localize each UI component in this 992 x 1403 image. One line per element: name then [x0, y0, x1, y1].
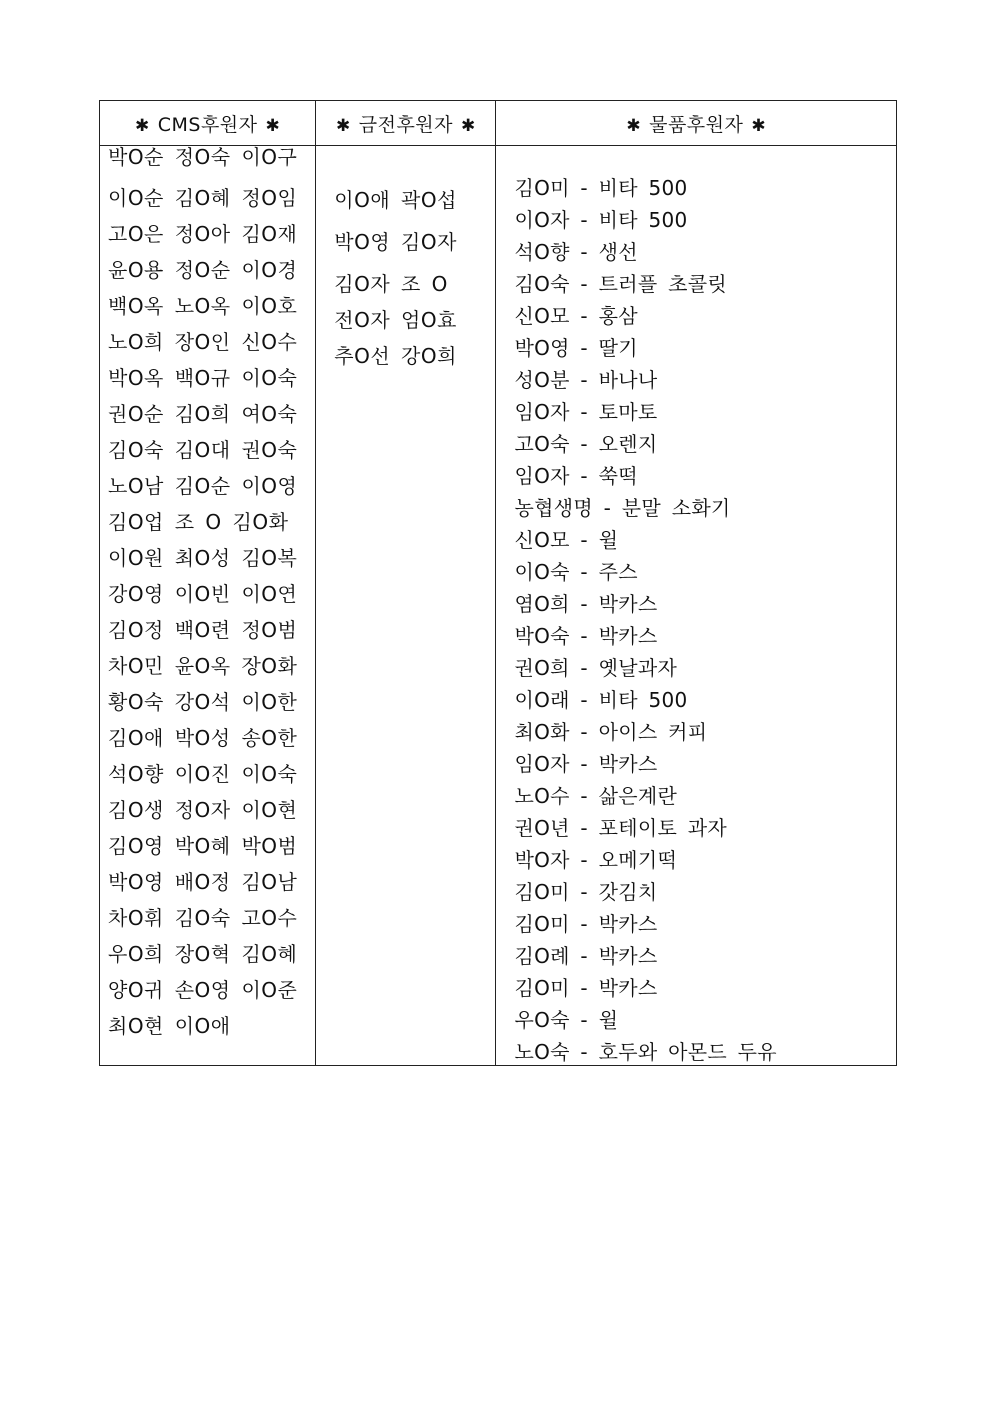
cms-donor-row: 노O남 김O순 이O영: [108, 474, 298, 498]
goods-donor-row: 김O미 - 박카스: [514, 976, 658, 1000]
cms-donor-row: 김O숙 김O대 권O숙: [108, 438, 298, 462]
cms-donor-row: 김O업 조 O 김O화: [108, 510, 289, 534]
goods-donor-row: 김O미 - 박카스: [514, 912, 658, 936]
goods-donor-row: 석O향 - 생선: [514, 240, 638, 264]
goods-donor-row: 박O자 - 오메기떡: [514, 848, 678, 872]
cms-donor-row: 백O옥 노O옥 이O호: [108, 294, 298, 318]
cms-donor-row: 석O향 이O진 이O숙: [108, 762, 298, 786]
star-icon: ✱: [134, 115, 150, 136]
cms-cell: [100, 146, 316, 1066]
cms-donor-row: 박O옥 백O규 이O숙: [108, 366, 298, 390]
goods-donor-row: 신O모 - 홍삼: [514, 304, 638, 328]
cms-donor-row: 차O민 윤O옥 장O화: [108, 654, 298, 678]
cms-donor-row: 권O순 김O희 여O숙: [108, 402, 298, 426]
money-donor-row: 박O영 김O자: [334, 230, 457, 254]
goods-donor-row: 박O숙 - 박카스: [514, 624, 658, 648]
cms-donor-row: 박O영 배O정 김O남: [108, 870, 298, 894]
money-cell: [316, 146, 496, 1066]
goods-donor-row: 이O숙 - 주스: [514, 560, 638, 584]
cms-donor-row: 김O생 정O자 이O현: [108, 798, 298, 822]
goods-donor-list: [514, 172, 776, 1068]
goods-donor-row: 농협생명 - 분말 소화기: [514, 496, 731, 520]
header-row: [100, 101, 897, 146]
cms-donor-row: 김O영 박O혜 박O범: [108, 834, 298, 858]
goods-donor-row: 권O년 - 포테이토 과자: [514, 816, 727, 840]
goods-donor-row: 김O미 - 갓김치: [514, 880, 658, 904]
goods-donor-row: 노O수 - 삶은계란: [514, 784, 678, 808]
cms-donor-row: 박O순 정O숙 이O구: [108, 145, 298, 169]
cms-donor-row: 김O애 박O성 송O한: [108, 726, 298, 750]
header-money: [316, 101, 496, 146]
cms-donor-row: 황O숙 강O석 이O한: [108, 690, 298, 714]
goods-donor-row: 김O숙 - 트러플 초콜릿: [514, 272, 727, 296]
header-cms: [100, 101, 316, 146]
star-icon: ✱: [626, 115, 642, 136]
cms-donor-list: [108, 144, 297, 1044]
star-icon: ✱: [751, 115, 767, 136]
goods-donor-row: 김O례 - 박카스: [514, 944, 658, 968]
goods-donor-row: 임O자 - 토마토: [514, 400, 658, 424]
goods-donor-row: 박O영 - 딸기: [514, 336, 638, 360]
body-row: [100, 146, 897, 1066]
money-donor-row: 추O선 강O희: [334, 344, 457, 368]
goods-donor-row: 우O숙 - 윌: [514, 1008, 619, 1032]
goods-donor-row: 신O모 - 윌: [514, 528, 619, 552]
cms-donor-row: 강O영 이O빈 이O연: [108, 582, 298, 606]
header-money-label: 금전후원자: [358, 113, 454, 136]
cms-donor-row: 양O귀 손O영 이O준: [108, 978, 298, 1002]
goods-donor-row: 최O화 - 아이스 커피: [514, 720, 708, 744]
cms-donor-row: 차O휘 김O숙 고O수: [108, 906, 298, 930]
goods-donor-row: 염O희 - 박카스: [514, 592, 658, 616]
money-donor-row: 김O자 조 O: [334, 272, 448, 296]
goods-donor-row: 임O자 - 쑥떡: [514, 464, 638, 488]
money-donor-list: [334, 182, 457, 374]
header-cms-label: CMS후원자: [157, 113, 258, 136]
cms-donor-row: 고O은 정O아 김O재: [108, 222, 298, 246]
goods-donor-row: 임O자 - 박카스: [514, 752, 658, 776]
cms-donor-row: 윤O용 정O순 이O경: [108, 258, 298, 282]
goods-donor-row: 이O래 - 비타 500: [514, 688, 688, 712]
cms-donor-row: 김O정 백O련 정O범: [108, 618, 298, 642]
money-donor-row: 이O애 곽O섭: [334, 188, 457, 212]
goods-donor-row: 이O자 - 비타 500: [514, 208, 688, 232]
goods-donor-row: 노O숙 - 호두와 아몬드 두유: [514, 1040, 777, 1064]
cms-donor-row: 이O순 김O혜 정O임: [108, 186, 298, 210]
goods-donor-row: 권O희 - 옛날과자: [514, 656, 678, 680]
star-icon: ✱: [335, 115, 351, 136]
money-donor-row: 전O자 엄O효: [334, 308, 457, 332]
goods-donor-row: 김O미 - 비타 500: [514, 176, 688, 200]
cms-donor-row: 최O현 이O애: [108, 1014, 231, 1038]
header-goods-label: 물품후원자: [649, 113, 744, 136]
star-icon: ✱: [265, 115, 281, 136]
goods-donor-row: 성O분 - 바나나: [514, 368, 658, 392]
cms-donor-row: 노O희 장O인 신O수: [108, 330, 298, 354]
donor-table: [99, 100, 897, 1066]
goods-cell: [496, 146, 897, 1066]
cms-donor-row: 우O희 장O혁 김O혜: [108, 942, 298, 966]
goods-donor-row: 고O숙 - 오렌지: [514, 432, 658, 456]
cms-donor-row: 이O원 최O성 김O복: [108, 546, 298, 570]
star-icon: ✱: [461, 115, 476, 136]
header-goods: [496, 101, 897, 146]
